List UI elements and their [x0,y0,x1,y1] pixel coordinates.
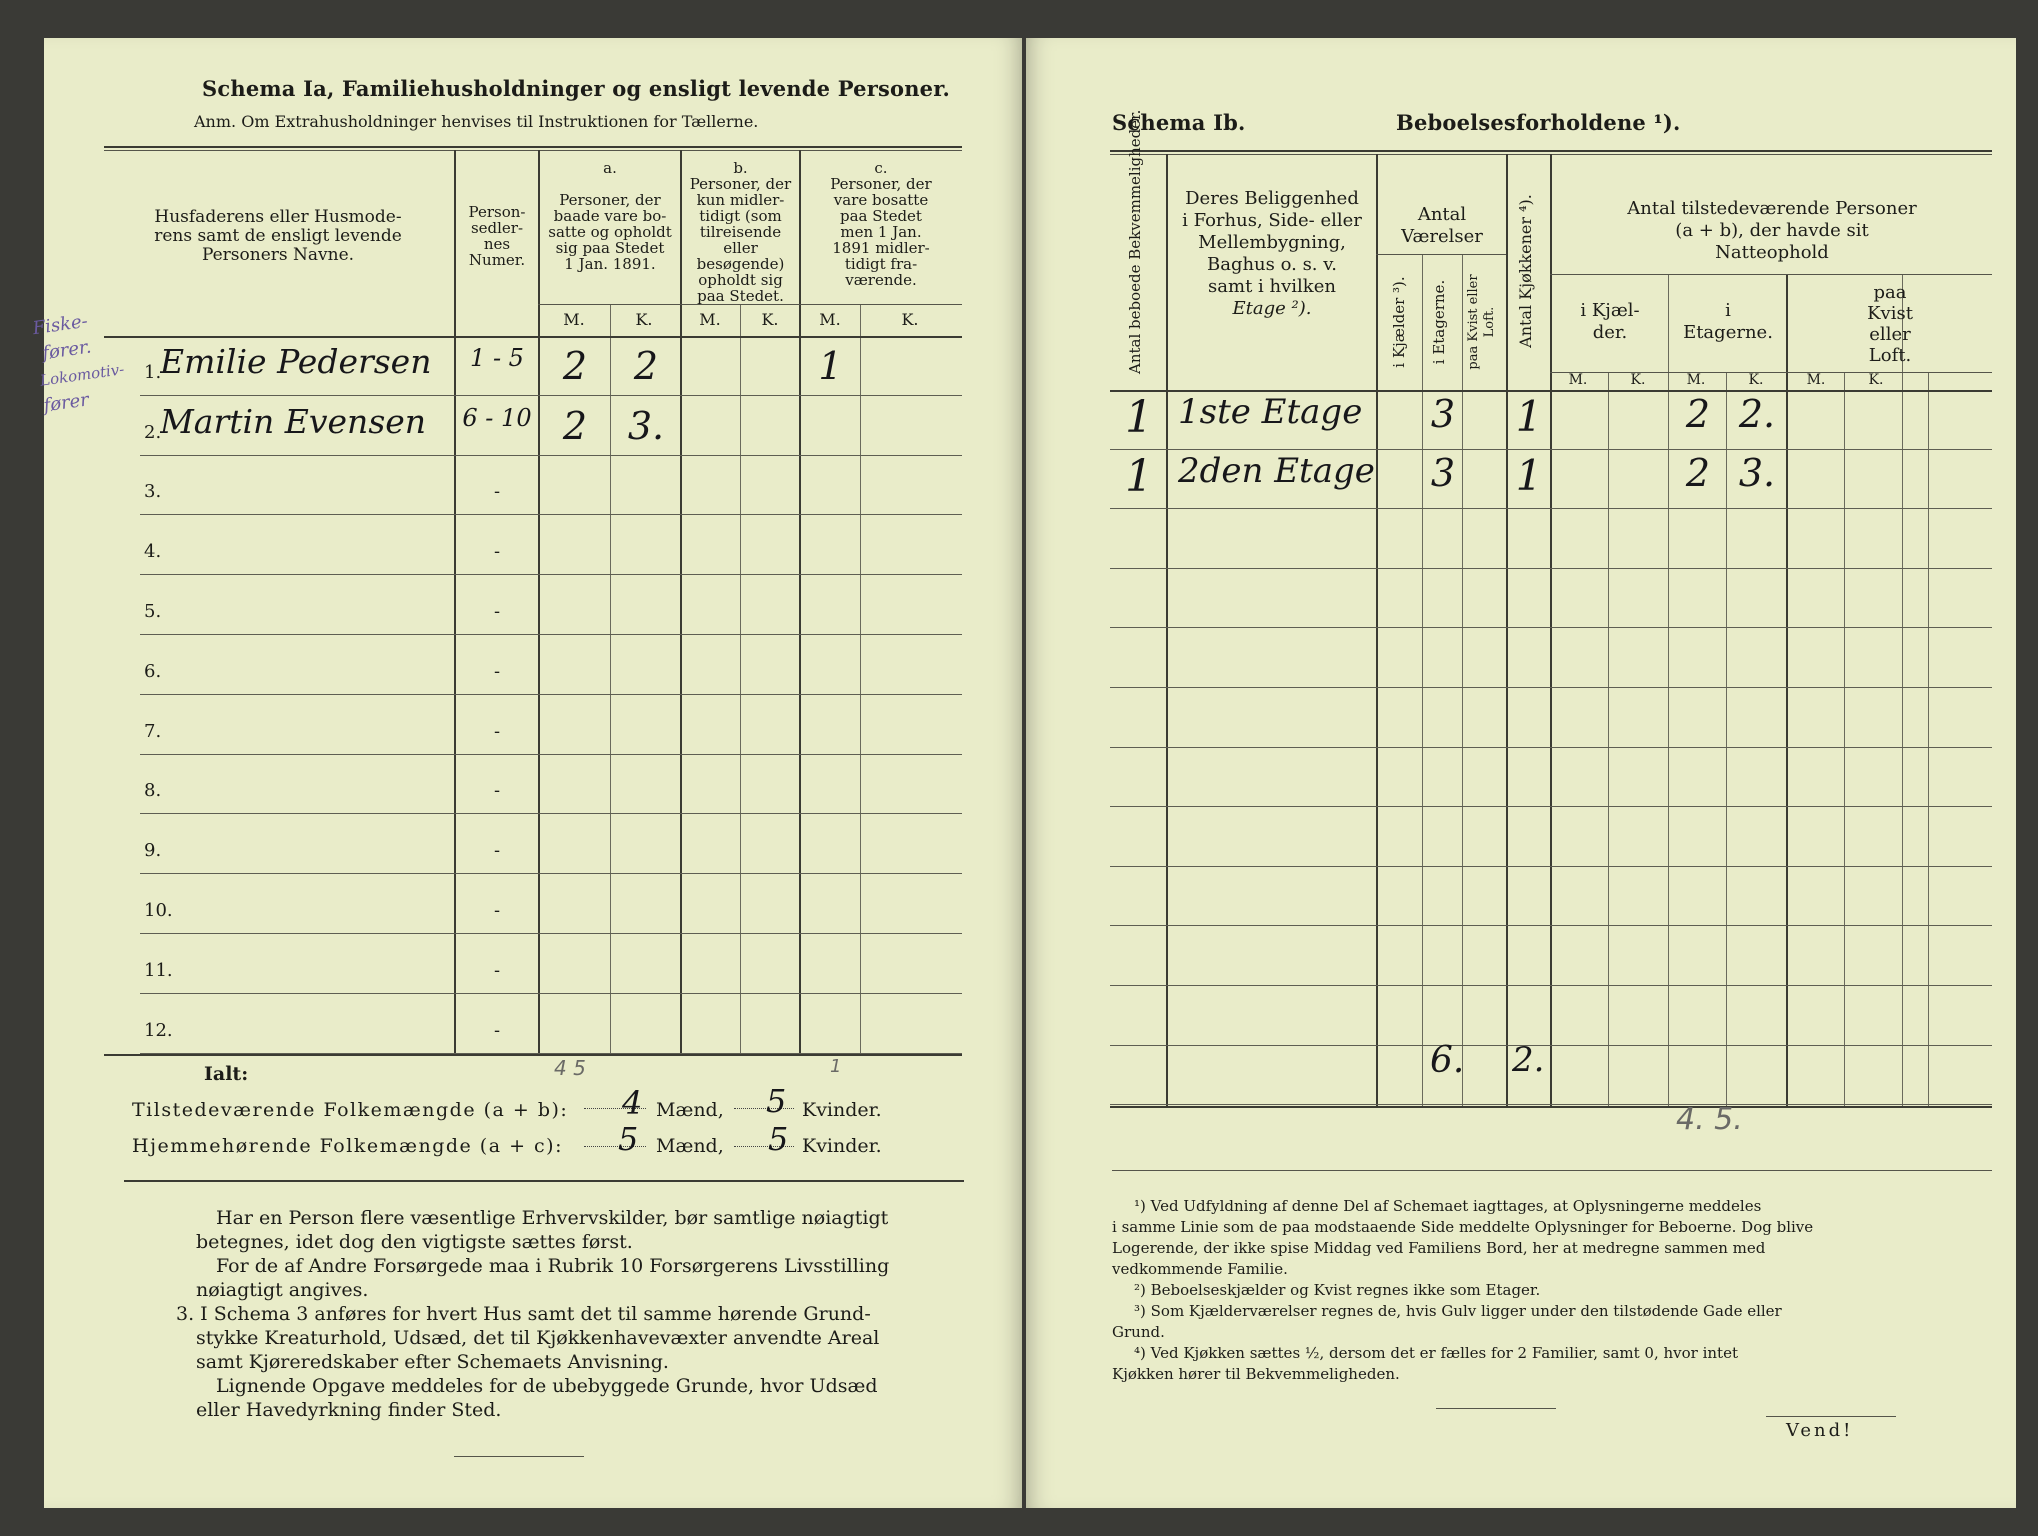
col-bekvemmeligheder-header: Antal beboede Bekvemmeligheder. [1126,109,1144,374]
tilstedevaerende-label: Tilstedeværende Folkemængde (a + b): [132,1099,569,1121]
dwelling-row [1026,748,2016,808]
schema-ia-title: Schema Ia, Familiehusholdninger og ensligt levende Personer. [202,76,951,101]
p-kv-k-label: K. [1868,372,1884,388]
ialt-label: Ialt: [204,1063,249,1085]
household-row [44,994,1022,1054]
row-number: 9. [144,840,162,862]
beliggenhed-cell: 2den Etage [1178,451,1375,492]
person-numbers-cell: - [493,720,501,742]
tilst-kvinder-label: Kvinder. [802,1099,882,1121]
b-m-label: M. [699,310,721,329]
household-row [44,934,1022,994]
a-m-label: M. [563,310,585,329]
col-beliggenhed-header: Deres Beliggenhed i Forhus, Side- eller Mellembygning, Baghus o. s. v. samt i hvilken Etage ²). [1182,188,1362,319]
row-number: 12. [144,1019,173,1041]
b-k-label: K. [761,310,779,329]
vend-label: Vend! [1786,1420,1854,1441]
c-k-label: K. [901,310,919,329]
household-row [44,515,1022,575]
a-k-label: K. [635,310,653,329]
p-etagerne-men-cell: 2 [1685,451,1711,496]
household-row [44,575,1022,635]
col-c-header: c. Personer, der vare bosatte paa Stedet men 1 Jan. 1891 midler- tidigt fra- værende. [830,159,932,289]
total-kjokkener: 2. [1512,1040,1545,1080]
col-personer-header: Antal tilstedeværende Personer (a + b), der havde sit Natteophold [1627,198,1917,263]
p-et-k-label: K. [1748,372,1764,388]
anm-note: Anm. Om Extrahusholdninger henvises til Instruktionen for Tællerne. [194,112,759,131]
tilst-maend-value: 4 [622,1084,643,1122]
beboelses-title: Beboelsesforholdene ¹). [1396,110,1681,135]
col-name-header: Husfaderens eller Husmode- rens samt de ensligt levende Personers Navne. [154,207,402,265]
c-m-label: M. [819,310,841,329]
vaer-etagerne-cell: 3 [1430,451,1456,496]
dwelling-row [1026,807,2016,867]
col-etagerne-header: i Etagerne. [1430,279,1448,365]
sub-kjaelder-header: i Kjæl- der. [1580,300,1640,343]
a-men-cell: 2 [562,403,588,448]
person-numbers-cell: - [493,780,501,802]
tilst-kvinder-value: 5 [766,1082,787,1120]
person-numbers-cell: - [493,481,501,503]
person-numbers-cell: 6 - 10 [462,403,532,432]
row-number: 3. [144,481,162,503]
p-etagerne-women-cell: 3. [1738,451,1776,496]
kjokkener-cell: 1 [1515,451,1543,501]
col-kjokkener-header: Antal Kjøkkener ⁴). [1516,194,1535,348]
person-numbers-cell: - [493,541,501,563]
row-number: 6. [144,660,162,682]
hjemme-maend-label: Mænd, [656,1135,724,1157]
total-etagerne: 6. [1430,1040,1465,1081]
person-numbers-cell: - [493,840,501,862]
beliggenhed-cell: 1ste Etage [1178,391,1363,432]
row-number: 5. [144,600,162,622]
c-men-cell: 1 [818,343,843,388]
dwelling-row [1026,569,2016,629]
dwelling-row [1026,509,2016,569]
row-number: 1. [144,361,162,383]
household-row [44,396,1022,456]
ialt-pencil-c: 1 [830,1056,842,1077]
household-row [44,336,1022,396]
p-etagerne-men-cell: 2 [1685,391,1711,436]
p-et-m-label: M. [1686,372,1706,388]
row-number: 2. [144,421,162,443]
kjokkener-cell: 1 [1515,391,1543,441]
p-kv-m-label: M. [1806,372,1826,388]
person-numbers-cell: - [493,959,501,981]
sub-kvist-header: paa Kvist eller Loft. [1867,282,1913,366]
col-b-header: b. Personer, der kun midler- tidigt (som tilreisende eller besøgende) opholdt sig paa Stedet. [689,159,792,305]
sub-etagerne-header: i Etagerne. [1683,300,1773,343]
household-row [44,874,1022,934]
dwelling-row [1026,628,2016,688]
left-page [31,38,1022,1508]
person-numbers-cell: - [493,660,501,682]
dwelling-row [1026,450,2016,510]
dwelling-row [1026,926,2016,986]
dwelling-row [1026,390,2016,450]
person-numbers-cell: - [493,1019,501,1041]
right-page [1026,38,2016,1508]
hjemme-maend-value: 5 [618,1120,639,1158]
col-kjaelder-header: i Kjælder ³). [1390,276,1408,368]
hjemme-kvinder-label: Kvinder. [802,1135,882,1157]
row-number: 8. [144,780,162,802]
col-a-header: a. Personer, der baade vare bo- satte og opholdt sig paa Stedet 1 Jan. 1891. [548,159,672,273]
hjemmehorende-label: Hjemmehørende Folkemængde (a + c): [132,1135,563,1157]
occupation-margin-note: Fiske- fører. Lokomotiv- fører [31,310,126,417]
footnotes: ¹) Ved Udfyldning af denne Del af Schemaet iagttages, at Oplysningerne meddeles i samme Linie som de paa modstaaende Side meddelte Oplysninger for Beboerne. Dog blive Logerende, der ikke spise Middag ved Familiens Bord, her at medregne sammen med vedkommende Familie. ²) Beboelseskjælder og Kvist regnes ikke som Etager. ³) Som Kjælderværelser regnes de, hvis Gulv ligger under den tilstødende Gade eller Grund. ⁴) Ved Kjøkken sættes ½, dersom det er fælles for 2 Familier, samt 0, hvor intet Kjøkken hører til Bekvemmeligheden. [1112,1197,1814,1383]
household-name: Emilie Pedersen [160,341,432,381]
household-name: Martin Evensen [160,401,427,441]
household-row [44,814,1022,874]
person-numbers-cell: - [493,600,501,622]
col-vaerelser-header: Antal Værelser [1401,204,1483,247]
household-row [44,635,1022,695]
household-row [44,755,1022,815]
p-kj-k-label: K. [1630,372,1646,388]
person-numbers-cell: 1 - 5 [470,343,524,372]
hjemme-kvinder-value: 5 [768,1120,789,1158]
row-number: 10. [144,899,173,921]
a-women-cell: 2 [633,343,659,388]
bekvemmeligheder-cell: 1 [1125,391,1153,443]
household-row [44,695,1022,755]
schema-ib-title: Schema Ib. [1112,110,1246,135]
a-women-cell: 3. [627,403,665,448]
a-men-cell: 2 [562,343,588,388]
total-personer-pencil: 4. 5. [1676,1102,1743,1137]
dwelling-row [1026,867,2016,927]
row-number: 7. [144,720,162,742]
instructions-block: Har en Person flere væsentlige Erhvervskilder, bør samtlige nøiagtigt betegnes, idet dog den vigtigste sættes først. For de af Andre Forsørgede maa i Rubrik 10 Forsørgerens Livsstilling nøiagtigt angives. 3. I Schema 3 anføres for hvert Hus samt det til samme hørende Grund- stykke Kreaturhold, Udsæd, det til Kjøkkenhavevæxter anvendte Areal samt Kjøreredskaber efter Schemaets Anvisning. Lignende Opgave meddeles for de ubebyggede Grunde, hvor Udsæd eller Havedyrkning finder Sted. [176,1207,890,1421]
col-kvist-header: paa Kvist eller Loft. [1466,274,1497,370]
dwelling-row [1026,688,2016,748]
person-numbers-cell: - [493,899,501,921]
p-etagerne-women-cell: 2. [1738,391,1776,436]
ialt-pencil-ab: 4 5 [554,1056,586,1080]
vaer-etagerne-cell: 3 [1430,391,1456,436]
household-row [44,456,1022,516]
row-number: 4. [144,541,162,563]
dwelling-row [1026,986,2016,1046]
bekvemmeligheder-cell: 1 [1125,451,1153,503]
p-kj-m-label: M. [1568,372,1588,388]
col-number-header: Person- sedler- nes Numer. [468,203,526,269]
tilst-maend-label: Mænd, [656,1099,724,1121]
row-number: 11. [144,959,173,981]
